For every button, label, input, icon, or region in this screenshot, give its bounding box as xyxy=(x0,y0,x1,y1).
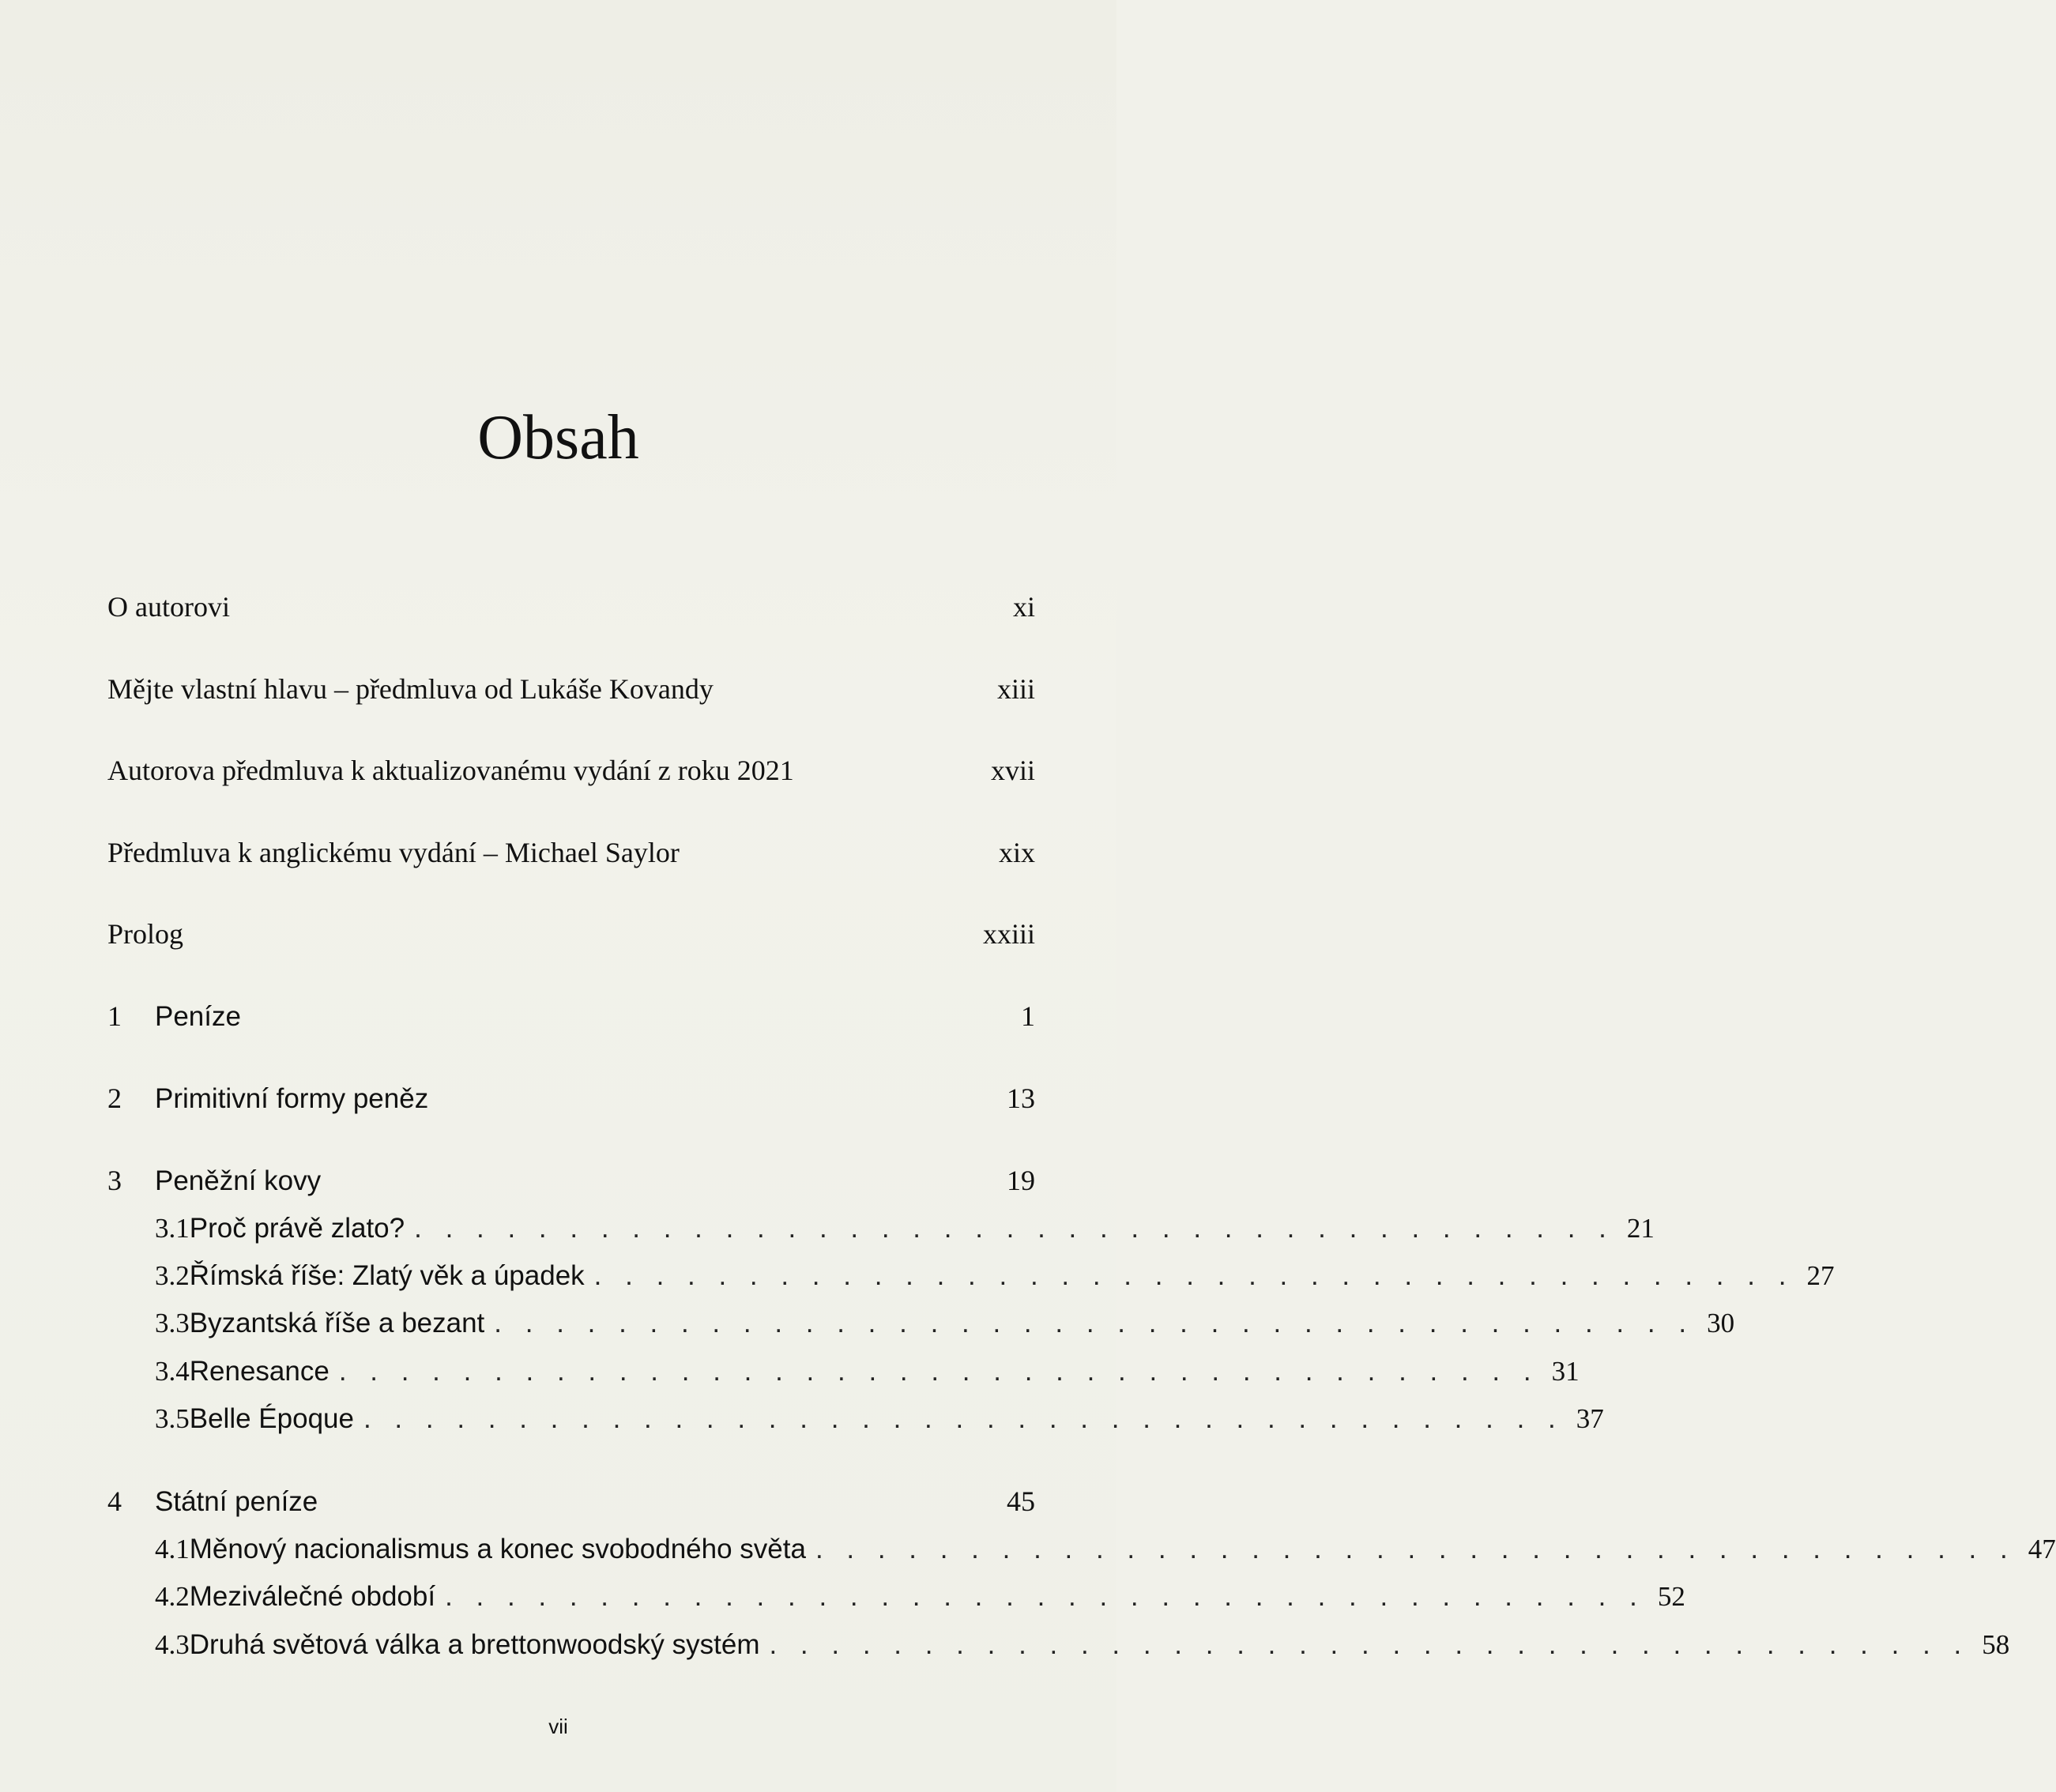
page-number-footer: vii xyxy=(548,1715,568,1738)
toc-section-number: 4.3 xyxy=(155,1629,190,1660)
toc-section-page: 52 xyxy=(1657,1581,1685,1612)
toc-section-number: 4.2 xyxy=(155,1581,190,1612)
toc-section[interactable] xyxy=(155,1579,1685,1614)
toc-chapter[interactable] xyxy=(107,1163,1035,1198)
toc-section[interactable] xyxy=(155,1532,2056,1567)
toc-chapter-page: 13 xyxy=(1007,1082,1035,1114)
leader-dots: . . . . . . . . . . . . . . . . . . . . . . . . . . . . . . . . . . . . . . . xyxy=(338,1356,1539,1387)
toc-entry[interactable] xyxy=(107,917,1035,951)
toc-section-page: 47 xyxy=(2028,1534,2056,1564)
toc-chapter[interactable] xyxy=(107,1484,1035,1519)
page-title: Obsah xyxy=(477,402,639,472)
toc-section-page: 21 xyxy=(1626,1213,1655,1244)
toc-section-label: Měnový nacionalismus a konec svobodného světa xyxy=(189,1534,806,1564)
toc-entry-page: xi xyxy=(1012,591,1035,623)
toc-chapter-label: Primitivní formy peněz xyxy=(155,1083,429,1114)
toc-entry-label: Prolog xyxy=(107,918,184,950)
toc-section-label: Meziválečné období xyxy=(189,1581,436,1612)
toc-section[interactable] xyxy=(155,1402,1604,1436)
toc-chapter-label: Státní peníze xyxy=(155,1486,318,1517)
toc-section-page: 30 xyxy=(1707,1308,1735,1338)
toc-section-label: Proč právě zlato? xyxy=(189,1213,405,1244)
toc-entry-page: xix xyxy=(998,837,1035,868)
toc-section-number: 3.5 xyxy=(155,1403,190,1434)
leader-dots: . . . . . . . . . . . . . . . . . . . . . . . . . . . . . . . . . . . . . . . xyxy=(494,1308,1695,1338)
toc-chapter-number: 2 xyxy=(107,1082,122,1114)
toc-section[interactable] xyxy=(155,1628,2010,1662)
toc-section-page: 37 xyxy=(1576,1403,1604,1434)
toc-section-page: 31 xyxy=(1551,1356,1580,1387)
toc-section-label: Renesance xyxy=(189,1356,329,1387)
leader-dots: . . . . . . . . . . . . . . . . . . . . . . . . . . . . . . . . . . . . . . . xyxy=(593,1260,1794,1291)
toc-entry-label: Mějte vlastní hlavu – předmluva od Lukáše Kovandy xyxy=(107,673,714,705)
toc-chapter-number: 1 xyxy=(107,1000,122,1032)
leader-dots: . . . . . . . . . . . . . . . . . . . . . . . . . . . . . . . . . . . . . . . xyxy=(445,1581,1645,1612)
toc-chapter-label: Peníze xyxy=(155,1001,241,1032)
toc-section-number: 3.4 xyxy=(155,1356,190,1387)
toc-section[interactable] xyxy=(155,1354,1580,1389)
toc-chapter-label: Peněžní kovy xyxy=(155,1165,322,1196)
toc-entry[interactable] xyxy=(107,589,1035,624)
toc-section-number: 3.2 xyxy=(155,1260,190,1291)
toc-section-page: 58 xyxy=(1982,1629,2010,1660)
leader-dots: . . . . . . . . . . . . . . . . . . . . . . . . . . . . . . . . . . . . . . . xyxy=(363,1403,1564,1434)
toc-section[interactable] xyxy=(155,1211,1655,1246)
toc-entry-label: O autorovi xyxy=(107,591,230,623)
toc-section[interactable] xyxy=(155,1306,1735,1341)
toc-entry[interactable] xyxy=(107,835,1035,870)
toc-entry-page: xiii xyxy=(996,673,1035,705)
toc-entry[interactable] xyxy=(107,753,1035,788)
leader-dots: . . . . . . . . . . . . . . . . . . . . . . . . . . . . . . . . . . . . . . . xyxy=(414,1213,1614,1244)
toc-chapter-page: 19 xyxy=(1007,1165,1035,1196)
toc-section-label: Byzantská říše a bezant xyxy=(189,1308,485,1338)
toc-section-label: Druhá světová válka a brettonwoodský systém xyxy=(189,1629,760,1660)
toc-entry-page: xvii xyxy=(990,755,1035,786)
leader-dots: . . . . . . . . . . . . . . . . . . . . . . . . . . . . . . . . . . . . . . . xyxy=(769,1629,1970,1660)
toc-chapter-page: 1 xyxy=(1021,1000,1035,1032)
toc-entry-label: Předmluva k anglickému vydání – Michael Saylor xyxy=(107,837,680,868)
toc-section-number: 3.3 xyxy=(155,1308,190,1338)
toc-section-page: 27 xyxy=(1806,1260,1835,1291)
toc-chapter[interactable] xyxy=(107,1081,1035,1116)
toc-section-number: 4.1 xyxy=(155,1534,190,1564)
toc-entry-label: Autorova předmluva k aktualizovanému vydání z roku 2021 xyxy=(107,755,794,786)
toc-entry-page: xxiii xyxy=(982,918,1035,950)
toc-chapter-number: 3 xyxy=(107,1165,122,1196)
toc-section-number: 3.1 xyxy=(155,1213,190,1244)
toc-section-label: Římská říše: Zlatý věk a úpadek xyxy=(189,1260,585,1291)
leader-dots: . . . . . . . . . . . . . . . . . . . . . . . . . . . . . . . . . . . . . . . xyxy=(815,1534,2016,1564)
toc-chapter-number: 4 xyxy=(107,1485,122,1517)
toc-chapter[interactable] xyxy=(107,999,1035,1033)
toc-entry[interactable] xyxy=(107,672,1035,706)
toc-section[interactable] xyxy=(155,1259,1835,1293)
toc-section-label: Belle Époque xyxy=(189,1403,354,1434)
toc-chapter-page: 45 xyxy=(1007,1485,1035,1517)
